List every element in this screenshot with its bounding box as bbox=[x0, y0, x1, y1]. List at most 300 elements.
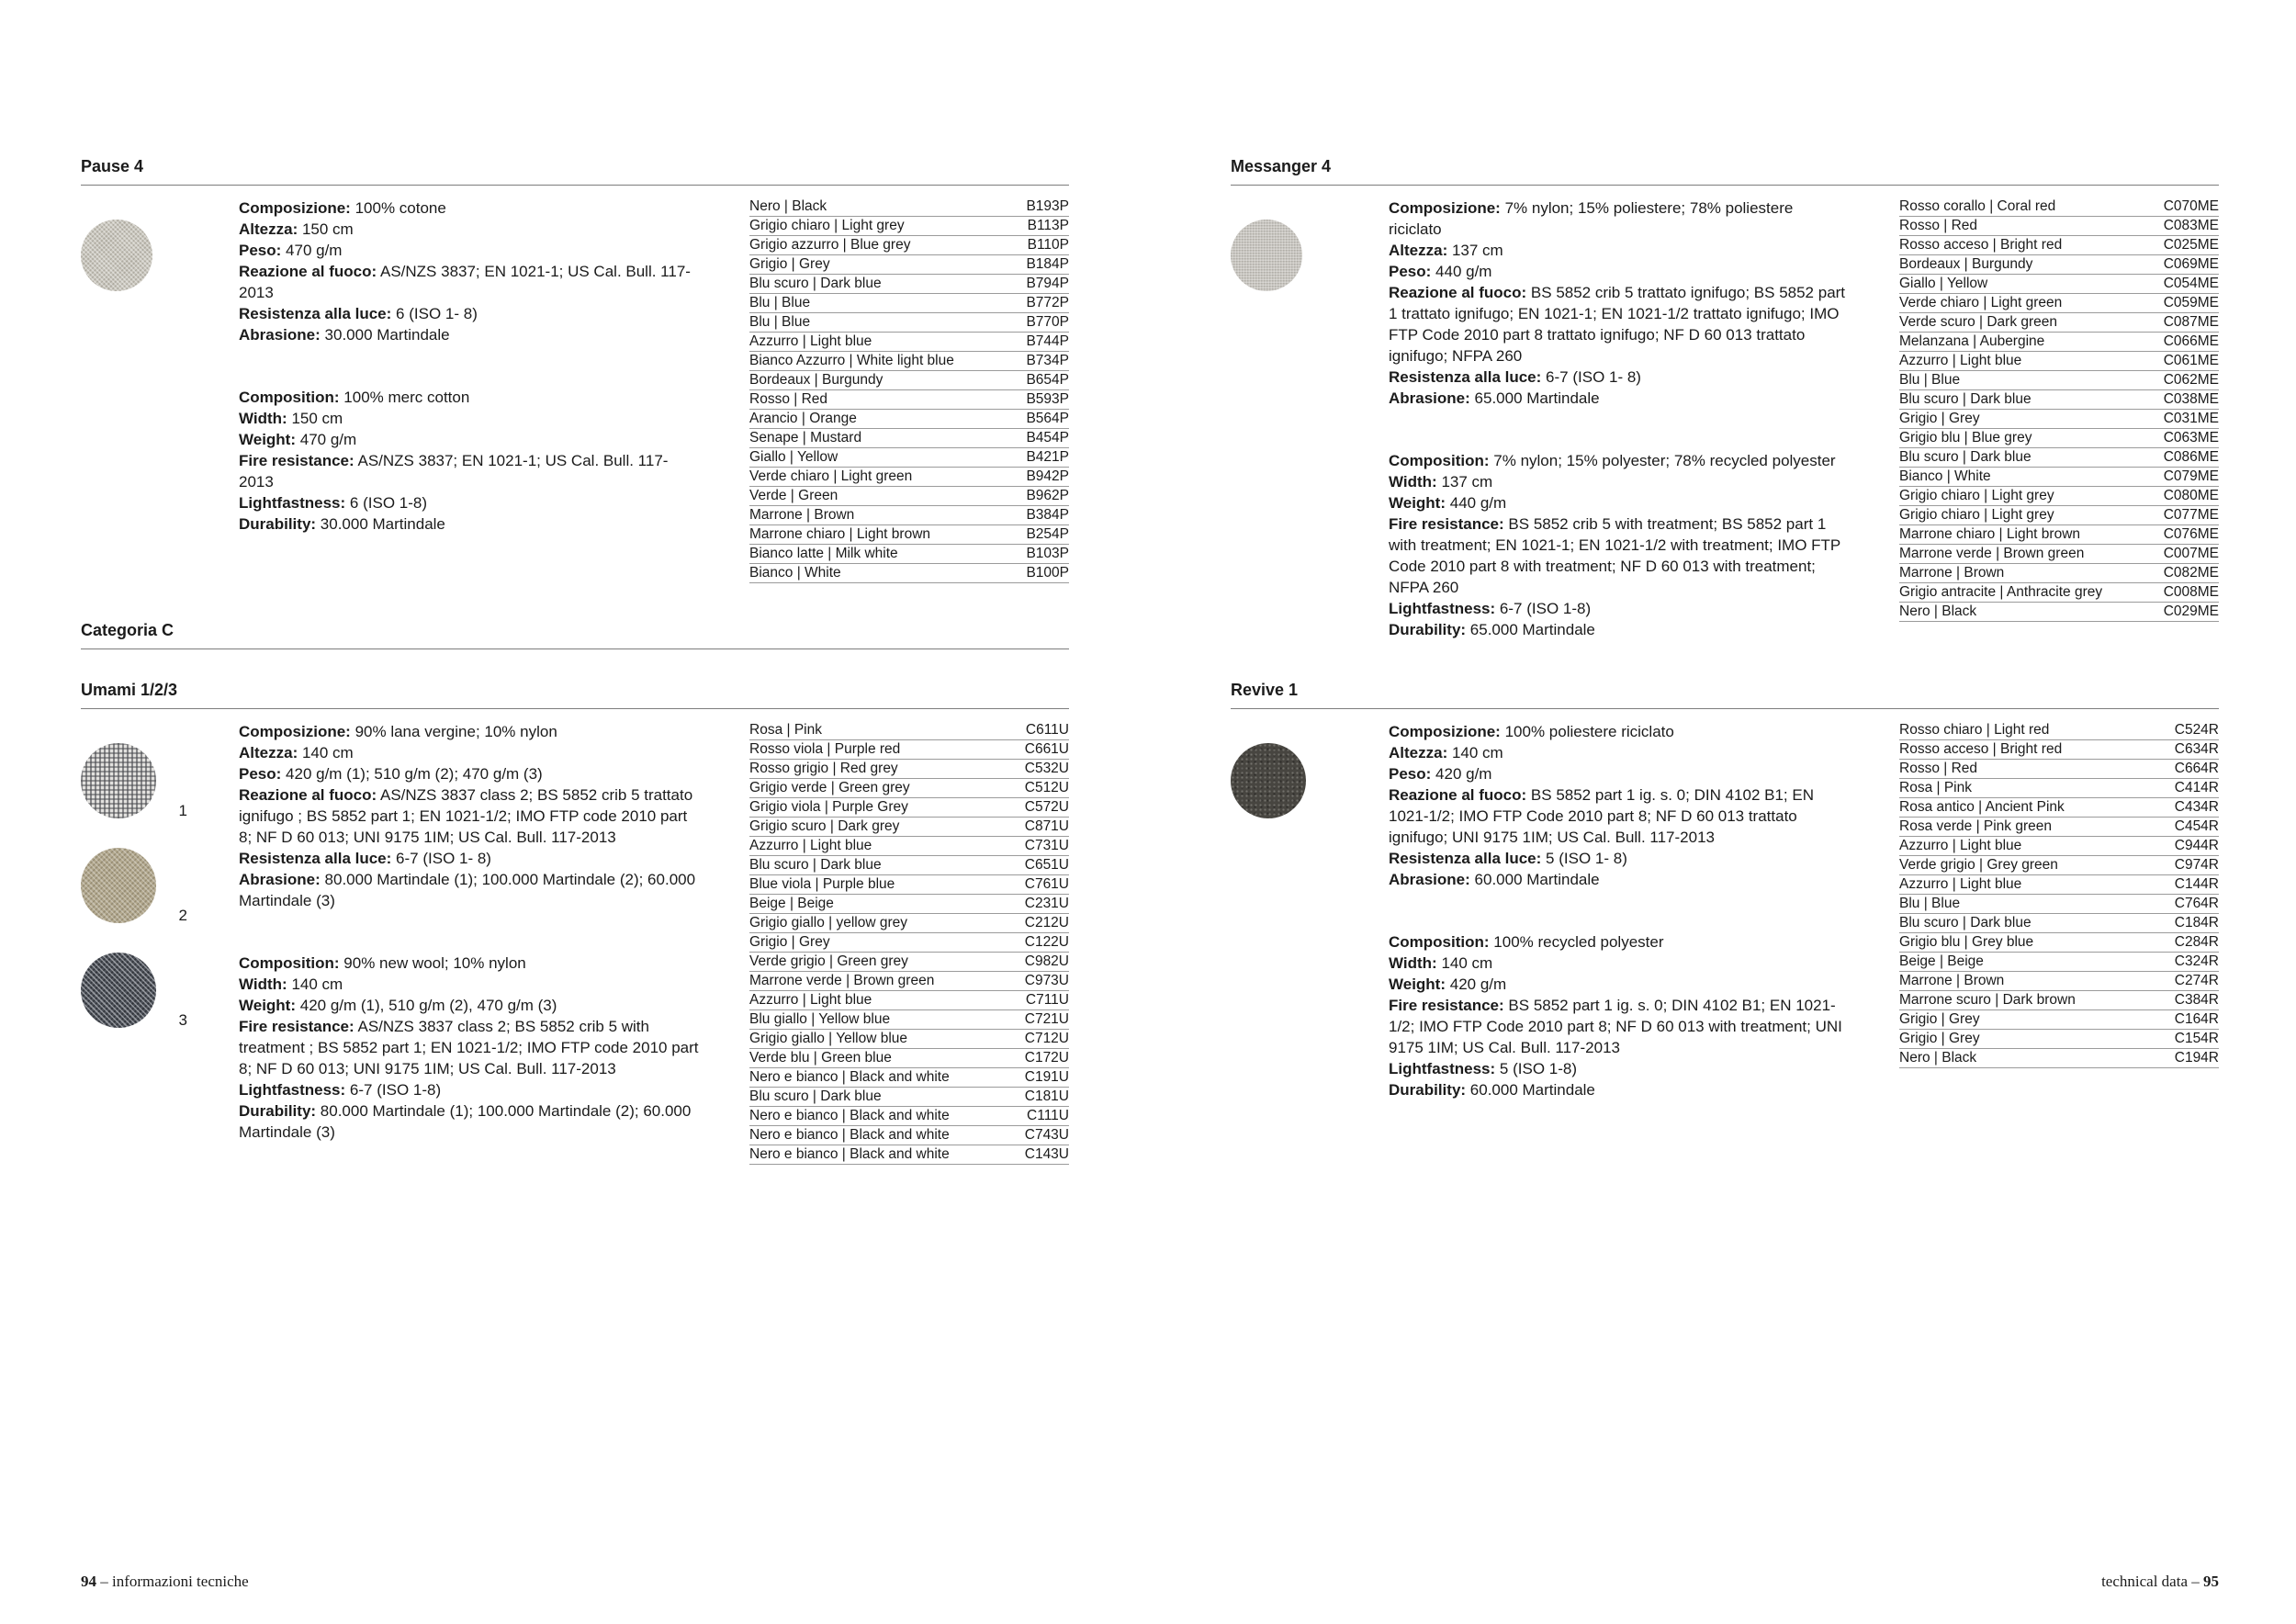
color-row bbox=[1899, 856, 2219, 875]
color-code: B184P bbox=[1026, 256, 1069, 272]
fabric-swatch-revive-1 bbox=[1231, 743, 1306, 818]
spec-value: 6 (ISO 1- 8) bbox=[396, 305, 478, 322]
spec-line bbox=[239, 1079, 699, 1100]
color-name: Verde scuro | Dark green bbox=[1899, 314, 2058, 330]
color-row bbox=[749, 506, 1069, 525]
color-name: Azzurro | Light blue bbox=[749, 992, 872, 1008]
color-name: Azzurro | Light blue bbox=[1899, 876, 2022, 892]
spec-label: Lightfastness: bbox=[239, 494, 346, 512]
spec-value: 100% poliestere riciclato bbox=[1504, 723, 1674, 740]
spec-label: Durability: bbox=[239, 1102, 317, 1120]
color-row bbox=[1899, 525, 2219, 545]
color-code: C029ME bbox=[2163, 603, 2219, 619]
color-row bbox=[749, 1145, 1069, 1165]
color-row bbox=[749, 1107, 1069, 1126]
spec-line bbox=[1389, 1058, 1849, 1079]
color-code: B942P bbox=[1026, 468, 1069, 484]
spec-label: Composition: bbox=[1389, 933, 1490, 951]
color-name: Bianco latte | Milk white bbox=[749, 546, 898, 561]
spec-line bbox=[1389, 1079, 1849, 1100]
color-code: C634R bbox=[2174, 741, 2219, 757]
footer-left bbox=[81, 1573, 249, 1591]
color-row bbox=[749, 953, 1069, 972]
spec-line bbox=[239, 387, 699, 408]
color-row bbox=[749, 333, 1069, 352]
color-code: C974R bbox=[2174, 857, 2219, 873]
color-row bbox=[1899, 933, 2219, 953]
color-code: C761U bbox=[1024, 876, 1069, 892]
color-code: C973U bbox=[1024, 973, 1069, 988]
spec-line bbox=[1389, 282, 1849, 367]
footer-right-label: technical data – bbox=[2101, 1573, 2200, 1590]
color-code: C743U bbox=[1024, 1127, 1069, 1143]
color-row bbox=[1899, 818, 2219, 837]
color-row bbox=[749, 410, 1069, 429]
spec-label: Composition: bbox=[1389, 452, 1490, 469]
swatch-number: 1 bbox=[178, 802, 187, 819]
color-name: Beige | Beige bbox=[1899, 953, 1984, 969]
color-code: C082ME bbox=[2163, 565, 2219, 581]
color-code: B734P bbox=[1026, 353, 1069, 368]
color-name: Bianco | White bbox=[1899, 468, 1991, 484]
color-name: Rosso viola | Purple red bbox=[749, 741, 901, 757]
color-name: Bianco Azzurro | White light blue bbox=[749, 353, 954, 368]
color-name: Blu scuro | Dark blue bbox=[749, 857, 882, 873]
color-code: C087ME bbox=[2163, 314, 2219, 330]
color-name: Verde | Green bbox=[749, 488, 838, 503]
section-title: Revive 1 bbox=[1231, 680, 2219, 709]
spec-line bbox=[1389, 471, 1849, 492]
color-code: C172U bbox=[1024, 1050, 1069, 1066]
color-name: Rosso | Red bbox=[1899, 761, 1978, 776]
color-row bbox=[749, 991, 1069, 1010]
color-row bbox=[749, 1010, 1069, 1030]
fabric-swatch-umami-3 bbox=[81, 953, 156, 1028]
spec-label: Reazione al fuoco: bbox=[239, 263, 377, 280]
color-name: Nero e bianco | Black and white bbox=[749, 1108, 950, 1123]
color-code: C063ME bbox=[2163, 430, 2219, 445]
specs-english bbox=[1389, 450, 1849, 640]
spec-label: Lightfastness: bbox=[1389, 1060, 1496, 1077]
color-code: C212U bbox=[1024, 915, 1069, 930]
color-code: C025ME bbox=[2163, 237, 2219, 253]
spec-value: 140 cm bbox=[301, 744, 354, 761]
spec-label: Width: bbox=[239, 976, 287, 993]
color-code: C184R bbox=[2174, 915, 2219, 930]
section-body bbox=[81, 721, 1069, 1165]
color-row bbox=[1899, 197, 2219, 217]
spec-label: Resistenza alla luce: bbox=[1389, 368, 1542, 386]
spec-label: Composizione: bbox=[1389, 723, 1501, 740]
color-row bbox=[1899, 895, 2219, 914]
color-name: Blue viola | Purple blue bbox=[749, 876, 895, 892]
spec-line bbox=[1389, 931, 1849, 953]
spec-line bbox=[239, 1016, 699, 1079]
color-row bbox=[749, 448, 1069, 468]
color-name: Azzurro | Light blue bbox=[749, 333, 872, 349]
color-row bbox=[1899, 953, 2219, 972]
specs-english bbox=[239, 387, 699, 535]
swatch-number: 3 bbox=[178, 1011, 187, 1029]
spec-line bbox=[239, 492, 699, 513]
color-table bbox=[749, 197, 1069, 583]
color-code: C086ME bbox=[2163, 449, 2219, 465]
color-name: Nero e bianco | Black and white bbox=[749, 1069, 950, 1085]
color-name: Grigio azzurro | Blue grey bbox=[749, 237, 911, 253]
color-name: Blu scuro | Dark blue bbox=[1899, 915, 2032, 930]
spec-value: 7% nylon; 15% polyester; 78% recycled polyester bbox=[1493, 452, 1836, 469]
spec-value: 7% nylon; 15% poliestere; 78% poliestere riciclato bbox=[1389, 199, 1794, 238]
color-row bbox=[1899, 448, 2219, 468]
color-code: B564P bbox=[1026, 411, 1069, 426]
color-code: C077ME bbox=[2163, 507, 2219, 523]
color-code: C164R bbox=[2174, 1011, 2219, 1027]
color-code: C111U bbox=[1027, 1108, 1069, 1123]
color-name: Rosa verde | Pink green bbox=[1899, 818, 2053, 834]
spec-value: 150 cm bbox=[291, 410, 343, 427]
specs-english bbox=[239, 953, 699, 1143]
spec-value: 470 g/m bbox=[286, 242, 343, 259]
color-row bbox=[1899, 294, 2219, 313]
color-name: Grigio chiaro | Light grey bbox=[749, 218, 905, 233]
color-name: Verde blu | Green blue bbox=[749, 1050, 892, 1066]
color-code: C080ME bbox=[2163, 488, 2219, 503]
spec-line bbox=[239, 303, 699, 324]
spec-line bbox=[239, 869, 699, 911]
spec-label: Reazione al fuoco: bbox=[1389, 284, 1527, 301]
color-code: C083ME bbox=[2163, 218, 2219, 233]
color-name: Nero e bianco | Black and white bbox=[749, 1127, 950, 1143]
color-name: Grigio | Grey bbox=[749, 256, 830, 272]
color-row bbox=[1899, 760, 2219, 779]
fabric-swatch-umami-2 bbox=[81, 848, 156, 923]
color-code: B770P bbox=[1026, 314, 1069, 330]
spec-value: 137 cm bbox=[1451, 242, 1503, 259]
spec-line bbox=[1389, 367, 1849, 388]
color-row bbox=[1899, 506, 2219, 525]
spec-label: Resistenza alla luce: bbox=[239, 305, 392, 322]
color-code: C191U bbox=[1024, 1069, 1069, 1085]
spec-value: 90% lana vergine; 10% nylon bbox=[355, 723, 557, 740]
section-body bbox=[81, 197, 1069, 583]
color-row bbox=[749, 545, 1069, 564]
color-name: Nero | Black bbox=[1899, 603, 1977, 619]
color-name: Nero | Black bbox=[1899, 1050, 1977, 1066]
color-code: C069ME bbox=[2163, 256, 2219, 272]
spec-value: 6-7 (ISO 1- 8) bbox=[396, 850, 491, 867]
spec-label: Composition: bbox=[239, 954, 340, 972]
color-name: Senape | Mustard bbox=[749, 430, 862, 445]
swatch-number: 2 bbox=[178, 907, 187, 924]
color-code: C414R bbox=[2174, 780, 2219, 795]
color-code: B593P bbox=[1026, 391, 1069, 407]
color-row bbox=[749, 933, 1069, 953]
spec-line bbox=[1389, 784, 1849, 848]
spec-line bbox=[1389, 869, 1849, 890]
color-row bbox=[1899, 1049, 2219, 1068]
spec-label: Composizione: bbox=[1389, 199, 1501, 217]
spec-value: AS/NZS 3837 class 2; BS 5852 crib 5 with treatment ; BS 5852 part 1; EN 1021-1/2; IMO FTP code 2010 part 8; NF D 60 013; UNI 9175 1IM; US Cal. Bull. 117-2013 bbox=[239, 1018, 699, 1077]
color-code: C944R bbox=[2174, 838, 2219, 853]
section-title: Messanger 4 bbox=[1231, 156, 2219, 186]
spec-line bbox=[1389, 848, 1849, 869]
color-code: C007ME bbox=[2163, 546, 2219, 561]
spec-label: Composition: bbox=[239, 389, 340, 406]
color-code: B113P bbox=[1027, 218, 1069, 233]
color-name: Grigio | Grey bbox=[749, 934, 830, 950]
color-code: B103P bbox=[1026, 546, 1069, 561]
spec-value: 5 (ISO 1- 8) bbox=[1546, 850, 1627, 867]
color-name: Grigio viola | Purple Grey bbox=[749, 799, 908, 815]
color-code: C143U bbox=[1024, 1146, 1069, 1162]
color-table bbox=[1899, 197, 2219, 622]
spec-label: Peso: bbox=[1389, 263, 1432, 280]
color-name: Nero e bianco | Black and white bbox=[749, 1146, 950, 1162]
spec-line bbox=[1389, 974, 1849, 995]
color-code: C524R bbox=[2174, 722, 2219, 738]
spec-value: AS/NZS 3837; EN 1021-1; US Cal. Bull. 117-2013 bbox=[239, 263, 691, 301]
spec-line bbox=[239, 742, 699, 763]
spec-label: Peso: bbox=[239, 765, 282, 783]
specs-column bbox=[1389, 197, 1899, 640]
specs-italian bbox=[239, 721, 699, 911]
color-name: Giallo | Yellow bbox=[749, 449, 838, 465]
color-code: C572U bbox=[1024, 799, 1069, 815]
spec-value: 6-7 (ISO 1- 8) bbox=[1546, 368, 1641, 386]
color-row bbox=[1899, 545, 2219, 564]
page-number-right: 95 bbox=[2203, 1573, 2219, 1590]
spec-label: Lightfastness: bbox=[239, 1081, 346, 1099]
spec-value: BS 5852 part 1 ig. s. 0; DIN 4102 B1; EN 1021-1/2; IMO FTP Code 2010 part 8; NF D 60 013 with treatment; UNI 9175 1IM; US Cal. Bull. 117-2013 bbox=[1389, 997, 1842, 1056]
color-code: B744P bbox=[1026, 333, 1069, 349]
color-row bbox=[1899, 991, 2219, 1010]
spec-label: Weight: bbox=[239, 997, 297, 1014]
color-code: B193P bbox=[1026, 198, 1069, 214]
color-row bbox=[1899, 352, 2219, 371]
color-name: Grigio scuro | Dark grey bbox=[749, 818, 900, 834]
color-row bbox=[749, 760, 1069, 779]
spec-line bbox=[239, 324, 699, 345]
fabric-swatch-messanger-4 bbox=[1231, 220, 1302, 291]
color-name: Blu | Blue bbox=[1899, 372, 1961, 388]
color-row bbox=[749, 856, 1069, 875]
swatch-column bbox=[1231, 721, 1389, 818]
spec-label: Abrasione: bbox=[1389, 389, 1470, 407]
section-umami bbox=[81, 680, 1069, 1165]
color-row bbox=[1899, 275, 2219, 294]
spec-line bbox=[1389, 240, 1849, 261]
color-name: Verde grigio | Green grey bbox=[749, 953, 908, 969]
color-code: C384R bbox=[2174, 992, 2219, 1008]
spec-value: 100% merc cotton bbox=[343, 389, 470, 406]
specs-italian bbox=[1389, 721, 1849, 890]
category-title: Categoria C bbox=[81, 620, 1069, 649]
color-row bbox=[749, 1049, 1069, 1068]
swatch-wrap bbox=[81, 848, 187, 924]
color-row bbox=[749, 721, 1069, 740]
fabric-swatch-umami-1 bbox=[81, 743, 156, 818]
color-code: C454R bbox=[2174, 818, 2219, 834]
color-code: B962P bbox=[1026, 488, 1069, 503]
color-name: Grigio giallo | yellow grey bbox=[749, 915, 908, 930]
color-row bbox=[1899, 583, 2219, 603]
spec-label: Fire resistance: bbox=[1389, 997, 1504, 1014]
color-row bbox=[1899, 603, 2219, 622]
spec-line bbox=[1389, 742, 1849, 763]
color-name: Verde grigio | Grey green bbox=[1899, 857, 2058, 873]
color-row bbox=[1899, 914, 2219, 933]
color-code: C038ME bbox=[2163, 391, 2219, 407]
spec-value: 470 g/m bbox=[299, 431, 357, 448]
color-name: Grigio blu | Grey blue bbox=[1899, 934, 2034, 950]
swatch-column bbox=[1231, 197, 1389, 291]
color-row bbox=[1899, 564, 2219, 583]
color-name: Marrone | Brown bbox=[1899, 565, 2005, 581]
spec-line bbox=[239, 784, 699, 848]
color-name: Rosso | Red bbox=[1899, 218, 1978, 233]
spec-line bbox=[1389, 721, 1849, 742]
spec-line bbox=[239, 848, 699, 869]
spec-value: 6-7 (ISO 1-8) bbox=[349, 1081, 442, 1099]
spec-label: Weight: bbox=[239, 431, 297, 448]
fabric-swatch-pause-4 bbox=[81, 220, 152, 291]
swatch-column bbox=[81, 197, 239, 291]
color-row bbox=[749, 1030, 1069, 1049]
spec-label: Abrasione: bbox=[239, 871, 321, 888]
color-code: C651U bbox=[1024, 857, 1069, 873]
color-row bbox=[749, 525, 1069, 545]
spec-line bbox=[239, 408, 699, 429]
color-code: C871U bbox=[1024, 818, 1069, 834]
color-row bbox=[749, 837, 1069, 856]
spec-value: 140 cm bbox=[291, 976, 343, 993]
color-code: C324R bbox=[2174, 953, 2219, 969]
color-row bbox=[1899, 1030, 2219, 1049]
spec-value: 420 g/m (1), 510 g/m (2), 470 g/m (3) bbox=[299, 997, 557, 1014]
color-code: C764R bbox=[2174, 896, 2219, 911]
color-code: C144R bbox=[2174, 876, 2219, 892]
color-name: Verde chiaro | Light green bbox=[749, 468, 913, 484]
color-name: Marrone verde | Brown green bbox=[1899, 546, 2085, 561]
spec-value: 440 g/m bbox=[1435, 263, 1492, 280]
color-code: C721U bbox=[1024, 1011, 1069, 1027]
spec-label: Width: bbox=[239, 410, 287, 427]
color-code: C731U bbox=[1024, 838, 1069, 853]
color-code: B421P bbox=[1026, 449, 1069, 465]
color-code: C274R bbox=[2174, 973, 2219, 988]
section-body bbox=[1231, 197, 2219, 640]
spec-label: Altezza: bbox=[1389, 744, 1448, 761]
color-code: C434R bbox=[2174, 799, 2219, 815]
color-name: Marrone | Brown bbox=[749, 507, 855, 523]
specs-italian bbox=[1389, 197, 1849, 409]
spec-line bbox=[239, 995, 699, 1016]
spec-line bbox=[1389, 763, 1849, 784]
color-row bbox=[1899, 837, 2219, 856]
spec-line bbox=[239, 240, 699, 261]
color-row bbox=[1899, 740, 2219, 760]
color-row bbox=[1899, 217, 2219, 236]
color-row bbox=[1899, 779, 2219, 798]
color-code: C070ME bbox=[2163, 198, 2219, 214]
color-name: Blu | Blue bbox=[1899, 896, 1961, 911]
color-row bbox=[749, 352, 1069, 371]
spec-value: 65.000 Martindale bbox=[1469, 621, 1595, 638]
color-row bbox=[749, 1068, 1069, 1088]
spec-value: 150 cm bbox=[301, 220, 354, 238]
spec-line bbox=[1389, 197, 1849, 240]
spec-value: 420 g/m bbox=[1435, 765, 1492, 783]
spec-label: Fire resistance: bbox=[239, 452, 355, 469]
color-code: C154R bbox=[2174, 1031, 2219, 1046]
color-row bbox=[749, 740, 1069, 760]
section-messanger-4 bbox=[1231, 156, 2219, 640]
spec-line bbox=[239, 974, 699, 995]
spec-value: 80.000 Martindale (1); 100.000 Martindale (2); 60.000 Martindale (3) bbox=[239, 1102, 692, 1141]
color-code: C664R bbox=[2174, 761, 2219, 776]
color-name: Blu scuro | Dark blue bbox=[1899, 391, 2032, 407]
color-code: B454P bbox=[1026, 430, 1069, 445]
color-row bbox=[749, 875, 1069, 895]
spec-line bbox=[1389, 261, 1849, 282]
color-name: Rosso | Red bbox=[749, 391, 828, 407]
color-row bbox=[1899, 371, 2219, 390]
color-name: Grigio chiaro | Light grey bbox=[1899, 488, 2054, 503]
color-row bbox=[749, 818, 1069, 837]
spec-label: Durability: bbox=[1389, 1081, 1467, 1099]
color-name: Rosso acceso | Bright red bbox=[1899, 741, 2063, 757]
page-number-left: 94 bbox=[81, 1573, 96, 1590]
color-row bbox=[1899, 1010, 2219, 1030]
spec-label: Resistenza alla luce: bbox=[1389, 850, 1542, 867]
spec-label: Width: bbox=[1389, 473, 1437, 491]
color-name: Blu scuro | Dark blue bbox=[1899, 449, 2032, 465]
color-row bbox=[749, 895, 1069, 914]
spec-line bbox=[1389, 513, 1849, 598]
section-title: Umami 1/2/3 bbox=[81, 680, 1069, 709]
color-name: Grigio chiaro | Light grey bbox=[1899, 507, 2054, 523]
specs-italian bbox=[239, 197, 699, 345]
spec-value: 100% cotone bbox=[355, 199, 446, 217]
color-name: Rosa | Pink bbox=[1899, 780, 1972, 795]
color-name: Marrone chiaro | Light brown bbox=[749, 526, 931, 542]
color-name: Blu scuro | Dark blue bbox=[749, 1088, 882, 1104]
color-code: C079ME bbox=[2163, 468, 2219, 484]
color-name: Blu giallo | Yellow blue bbox=[749, 1011, 891, 1027]
color-name: Rosso chiaro | Light red bbox=[1899, 722, 2050, 738]
color-name: Bordeaux | Burgundy bbox=[749, 372, 884, 388]
color-row bbox=[749, 313, 1069, 333]
color-row bbox=[749, 236, 1069, 255]
spec-label: Weight: bbox=[1389, 494, 1446, 512]
color-name: Grigio | Grey bbox=[1899, 1011, 1980, 1027]
section-body bbox=[1231, 721, 2219, 1100]
color-name: Marrone verde | Brown green bbox=[749, 973, 935, 988]
color-row bbox=[1899, 390, 2219, 410]
spec-value: 140 cm bbox=[1441, 954, 1493, 972]
spec-value: 5 (ISO 1-8) bbox=[1499, 1060, 1578, 1077]
spec-value: 420 g/m bbox=[1449, 976, 1507, 993]
spec-label: Weight: bbox=[1389, 976, 1446, 993]
spec-label: Reazione al fuoco: bbox=[1389, 786, 1527, 804]
color-code: B100P bbox=[1026, 565, 1069, 581]
color-code: C054ME bbox=[2163, 276, 2219, 291]
spec-line bbox=[1389, 450, 1849, 471]
color-name: Bianco | White bbox=[749, 565, 841, 581]
spec-value: 30.000 Martindale bbox=[324, 326, 450, 344]
color-name: Verde chiaro | Light green bbox=[1899, 295, 2063, 310]
color-row bbox=[1899, 875, 2219, 895]
